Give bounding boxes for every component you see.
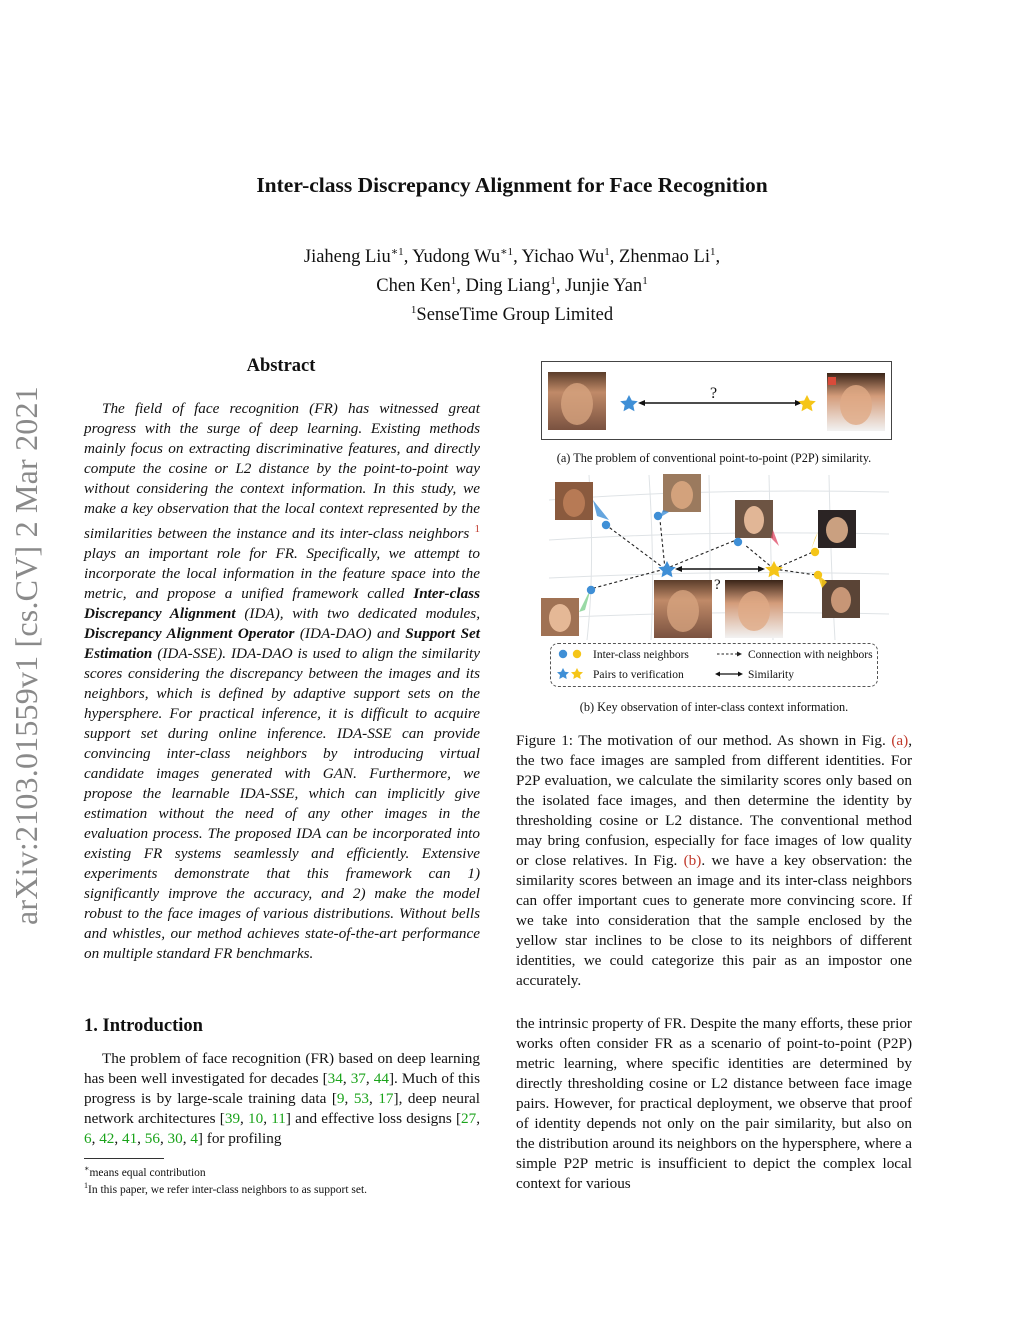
figure-ref-a[interactable]: (a) [891, 732, 909, 749]
blue-star-icon [620, 395, 638, 411]
footnote-equal-contribution: ∗means equal contribution [84, 1164, 206, 1179]
blue-neighbor-dot [587, 586, 595, 594]
citation[interactable]: 41 [121, 1130, 138, 1147]
citation[interactable]: 10 [248, 1110, 264, 1127]
citation[interactable]: 34 [327, 1070, 343, 1087]
citation[interactable]: 4 [190, 1130, 198, 1147]
legend-inter-class-neighbors: Inter-class neighbors [593, 649, 689, 661]
blue-neighbor-dot [654, 512, 662, 520]
footnote-divider [84, 1158, 164, 1159]
figure-1a-question-mark: ? [710, 385, 718, 402]
introduction-continuation: the intrinsic property of FR. Despite the many efforts, these prior works often consider FR as a scenario of point-to-point (P2P) metric learning, where specific identities are determined by directly thresholding cosine or L2 distance between face image pairs. However, for practical deployment, we observe that proof of identity depends not only on the pair similarity, but also on the distribution around its neighbors on the hypersphere, where a simple P2P metric is insufficient to depict the complex local context for various [516, 1015, 912, 1192]
legend-similarity: Similarity [748, 669, 794, 681]
paper-title: Inter-class Discrepancy Alignment for Face Recognition [256, 173, 768, 197]
authors-line-2: Chen Ken$^1$, Ding Liang$^1$, Junjie Yan$^1$ [376, 275, 648, 297]
citation[interactable]: 39 [224, 1110, 241, 1127]
footnote-ref[interactable]: 1 [474, 523, 481, 535]
figure-1b-legend [550, 643, 878, 687]
blue-neighbor-dot [602, 521, 610, 529]
section-heading-introduction: 1. Introduction [84, 1016, 203, 1036]
citation[interactable]: 56 [144, 1130, 160, 1147]
yellow-neighbor-dot [814, 571, 822, 579]
affiliation: $^1$SenseTime Group Limited [410, 304, 614, 326]
figure-1b-question-mark: ? [714, 577, 721, 593]
citation[interactable]: 30 [167, 1130, 183, 1147]
abstract-body: The field of face recognition (FR) has witnessed great progress with the surge of deep learning. Existing methods mainly focus on extracting discriminative features, and directly compute the cosine or L2 distance by the point-to-point way without considering the context information. In this study, we make a key observation that the local context represented by the similarities between the instance and its inter-class neighbors $^1$ plays an important role for FR. Specifically, we attempt to incorporate the local information in the feature space into the metric, and propose a unified framework called Inter-class Discrepancy Alignment (IDA), with two dedicated modules, Discrepancy Alignment Operator (IDA-DAO) and Support Set Estimation (IDA-SSE). IDA-DAO is used to align the similarity scores considering the discrepancy between the images and its neighbors, which is defined by adaptive support sets on the hypersphere. For practical inference, it is difficult to acquire support set during online inference. IDA-SSE can provide convincing inter-class neighbors by introducing virtual candidate images generated with GAN. Furthermore, we propose the learnable IDA-SSE, which can implicitly give estimation without the need of any other images in the evaluation process. The proposed IDA can be incorporated into existing FR systems seamlessly and efficiently. Extensive experiments demonstrate that this framework can 1) significantly improve the accuracy, and 2) make the model robust to the face images of various distributions. Without bells and whistles, our method achieves state-of-the-art performance on multiple standard FR benchmarks. [84, 400, 481, 963]
yellow-star-icon [798, 395, 816, 411]
abstract-heading: Abstract [246, 356, 316, 376]
figure-1b-caption: (b) Key observation of inter-class context information. [579, 700, 849, 714]
yellow-neighbor-dot [811, 548, 819, 556]
figure-1a-caption: (a) The problem of conventional point-to-point (P2P) similarity. [556, 451, 872, 465]
blue-star-icon [658, 561, 676, 577]
blue-neighbor-dot [734, 538, 742, 546]
author-block [0, 240, 1024, 327]
citation[interactable]: 42 [99, 1130, 115, 1147]
citation[interactable]: 27 [461, 1110, 477, 1127]
legend-pairs-to-verification: Pairs to verification [593, 669, 684, 681]
introduction-paragraph: The problem of face recognition (FR) based on deep learning has been well investigated for decades [34, 37, 44]. Much of this progress is by large-scale training data [9, 53, 17], deep neural network architectures [39, 10, 11] and effective loss designs [27, 6, 42, 41, 56, 30, 4] for profiling [84, 1050, 481, 1147]
citation[interactable]: 6 [84, 1130, 92, 1147]
authors-line-1: Jiaheng Liu$^{∗1}$, Yudong $Wu^{∗1}$, Yichao Wu$^1$, Zhenmao Li$^1$, [303, 246, 721, 268]
citation[interactable]: 9 [336, 1090, 345, 1107]
legend-connection-with-neighbors: Connection with neighbors [748, 649, 873, 661]
citation[interactable]: 53 [353, 1090, 370, 1107]
citation[interactable]: 37 [350, 1070, 366, 1087]
figure-1-caption: Figure 1: The motivation of our method. As shown in Fig. (a), the two face images are sampled from different identities. For P2P evaluation, we calculate the similarity scores only based on the isolated face images, and then determine the identity by thresholding cosine or L2 distance. The conventional method may bring confusion, especially for face images of low quality or close relatives. In Fig. (b). we have a key observation: the similarity scores between an image and its inter-class neighbors can offer important cues to generate more convincing score. If we take into consideration that the sample enclosed by the yellow star inclines to be close to its neighbors of different identities, we could categorize this pair as an impostor one accurately. [516, 732, 912, 989]
figure-ref-b[interactable]: (b) [683, 852, 702, 869]
footnote-support-set: $^1$In this paper, we refer inter-class neighbors to as support set. [84, 1181, 368, 1196]
arxiv-identifier: arXiv:2103.01559v1 [cs.CV] 2 Mar 2021 [8, 386, 44, 925]
citation[interactable]: 11 [271, 1110, 286, 1127]
citation[interactable]: 44 [373, 1070, 389, 1087]
citation[interactable]: 17 [378, 1090, 394, 1107]
